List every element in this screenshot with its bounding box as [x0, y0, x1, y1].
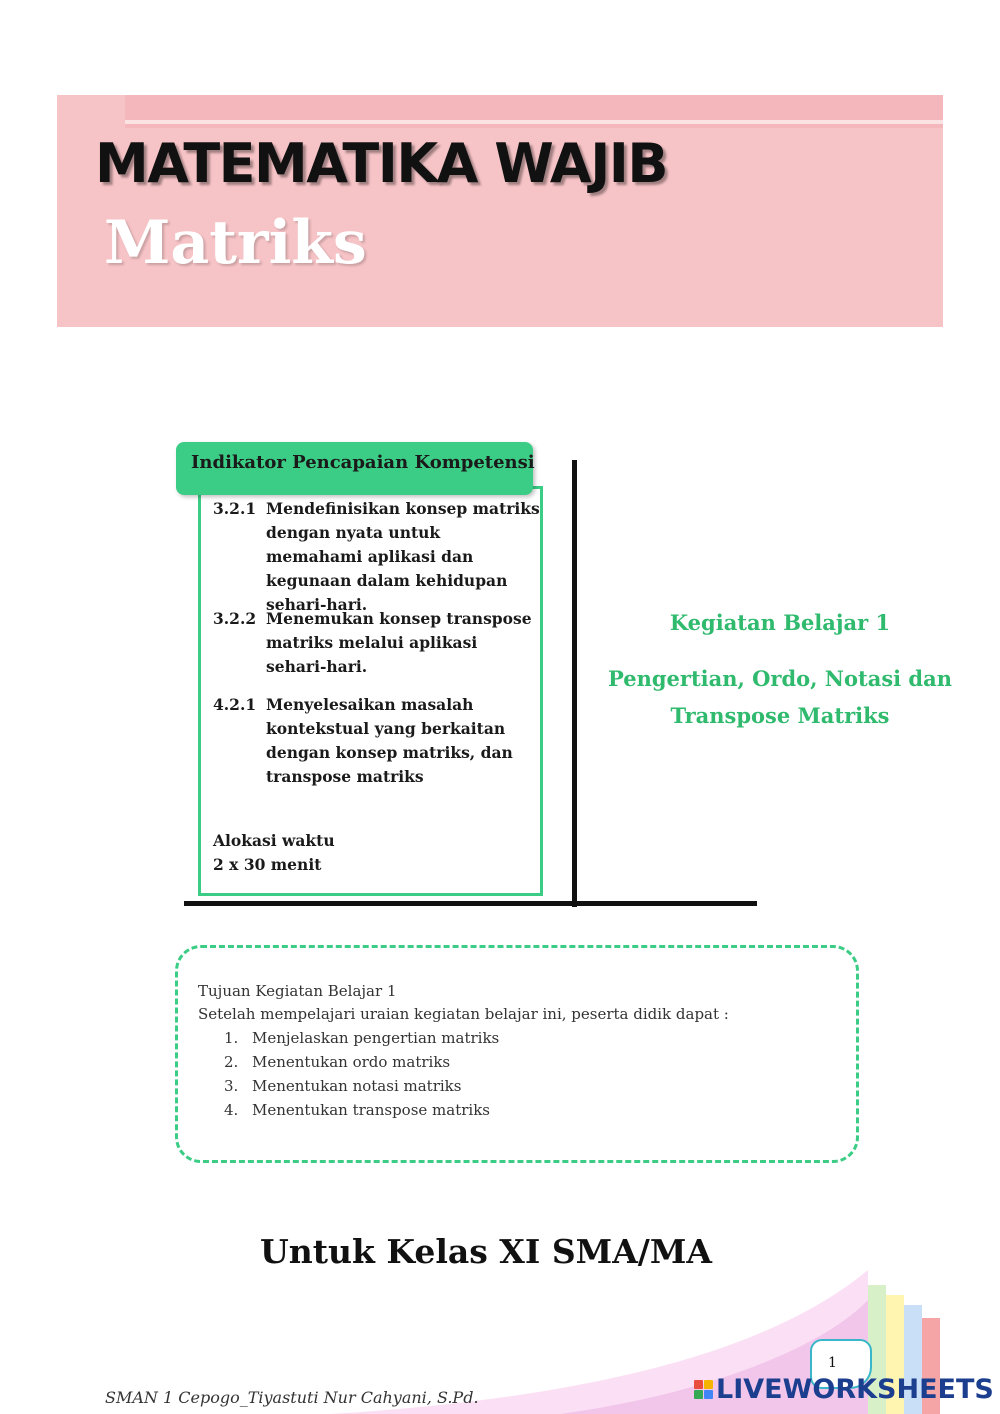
tujuan-item-number: 3.: [224, 1077, 239, 1095]
liveworksheets-watermark: [694, 1374, 994, 1405]
kegiatan-title: Kegiatan Belajar 1: [669, 610, 891, 635]
tujuan-item-number: 1.: [224, 1029, 239, 1047]
page-subtitle: Matriks: [104, 208, 367, 278]
tujuan-item-text: Menentukan transpose matriks: [252, 1101, 491, 1119]
indikator-text: Menyelesaikan masalah kontekstual yang berkaitan dengan konsep matriks, dan transpose matriks: [266, 695, 513, 786]
watermark-text: LIVEWORKSHEETS: [716, 1374, 994, 1405]
indikator-number: 4.2.1: [213, 695, 257, 714]
tujuan-intro: Setelah mempelajari uraian kegiatan belajar ini, peserta didik dapat :: [198, 1005, 729, 1023]
kegiatan-subtitle: Pengertian, Ordo, Notasi dan Transpose Matriks: [608, 666, 952, 728]
page-title: MATEMATIKA WAJIB: [95, 132, 668, 195]
indikator-number: 3.2.2: [213, 609, 257, 628]
tujuan-heading: Tujuan Kegiatan Belajar 1: [198, 982, 397, 1000]
indikator-text: Menemukan konsep transpose matriks melalui aplikasi sehari-hari.: [266, 609, 532, 676]
tujuan-item-text: Menentukan notasi matriks: [252, 1077, 462, 1095]
tujuan-item-number: 2.: [224, 1053, 239, 1071]
tujuan-item-number: 4.: [224, 1101, 239, 1119]
kelas-heading: Untuk Kelas XI SMA/MA: [260, 1232, 712, 1271]
indikator-heading: Indikator Pencapaian Kompetensi: [191, 452, 535, 473]
indikator-number: 3.2.1: [213, 499, 257, 518]
tujuan-item-text: Menjelaskan pengertian matriks: [252, 1029, 500, 1047]
liveworksheets-logo-icon: [694, 1380, 713, 1399]
page-number: 1: [828, 1355, 837, 1371]
footer-author: SMAN 1 Cepogo_Tiyastuti Nur Cahyani, S.Pd.: [105, 1388, 479, 1407]
alokasi-label: Alokasi waktu: [213, 831, 335, 850]
tujuan-item-text: Menentukan ordo matriks: [252, 1053, 451, 1071]
alokasi-value: 2 x 30 menit: [213, 855, 322, 874]
indikator-text: Mendefinisikan konsep matriks dengan nyata untuk memahami aplikasi dan kegunaan dalam kehidupan sehari-hari.: [266, 499, 540, 614]
